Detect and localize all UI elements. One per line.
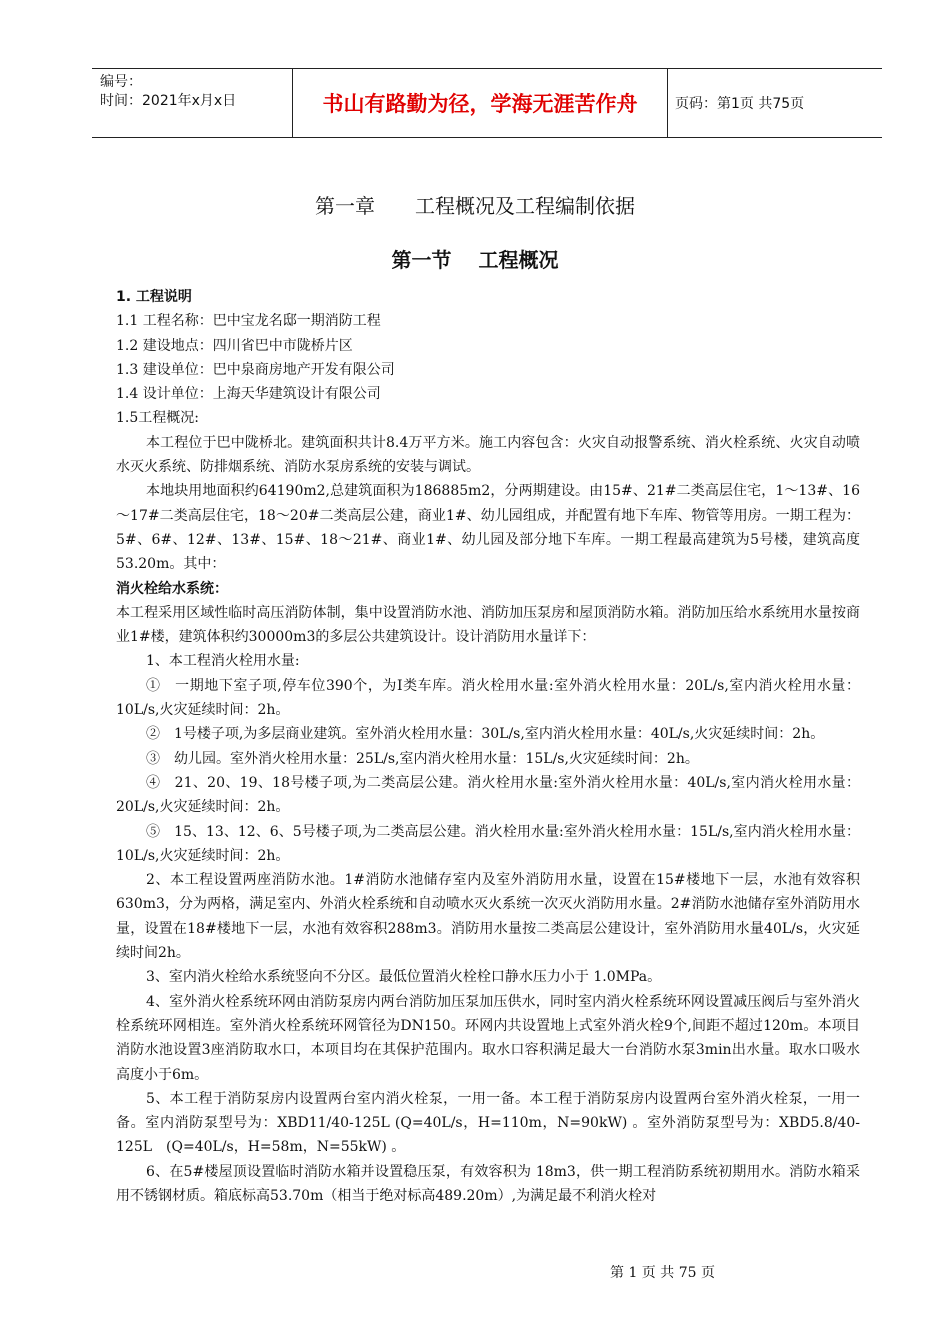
- section-heading: 1. 工程说明: [116, 289, 192, 305]
- section-title: 第一节 工程概况: [391, 248, 559, 272]
- list-item: 5、本工程于消防泵房内设置两台室内消火栓泵，一用一备。本工程于消防泵房内设置两台室外消火栓泵，一用一备。室内消防泵型号为：XBD11/40-125L (Q=40L/s，H=110m，N=90kW) 。室外消防泵型号为：XBD5.8/40-125L (Q=40L/s，H=58m，N=55kW) 。: [116, 1090, 860, 1156]
- sub-list-item: ③ 幼儿园。室外消火栓用水量：25L/s,室内消火栓用水量：15L/s,火灾延续时间：2h。: [146, 750, 699, 767]
- info-line: 1.3 建设单位：巴中泉商房地产开发有限公司: [116, 361, 395, 378]
- time-label: 时间：2021年x月x日: [100, 93, 237, 109]
- list-item: 4、室外消火栓系统环网由消防泵房内两台消防加压泵加压供水，同时室内消火栓系统环网设置减压阀后与室外消火栓系统环网相连。室外消火栓系统环网管径为DN150。环网内共设置地上式室外消火栓9个,间距不超过120m。本项目消防水池设置3座消防取水口，本项目均在其保护范围内。取水口容积满足最大一台消防水泵3min出水量。取水口吸水高度小于6m。: [116, 993, 860, 1083]
- info-line: 1.4 设计单位：上海天华建筑设计有限公司: [116, 386, 381, 403]
- document-body: [116, 285, 860, 1208]
- paragraph: 本工程采用区域性临时高压消防体制，集中设置消防水池、消防加压泵房和屋顶消防水箱。消防加压给水系统用水量按商业1#楼，建筑体积约30000m3的多层公共建筑设计。设计消防用水量详下：: [116, 604, 860, 646]
- subsection-heading: 消火栓给水系统：: [116, 580, 228, 597]
- header-meta: [92, 69, 292, 137]
- chapter-title: 第一章 工程概况及工程编制依据: [315, 194, 635, 218]
- page-header: [92, 68, 882, 138]
- list-item: 6、在5#楼屋顶设置临时消防水箱并设置稳压泵，有效容积为 18m3，供一期工程消防系统初期用水。消防水箱采用不锈钢材质。箱底标高53.70m（相当于绝对标高489.20m）,为满足最不利消火栓对: [116, 1163, 860, 1204]
- sub-list-item: ④ 21、20、19、18号楼子项,为二类高层公建。消火栓用水量:室外消火栓用水量：40L/s,室内消火栓用水量：20L/s,火灾延续时间：2h。: [116, 774, 860, 816]
- sub-list-item: ② 1号楼子项,为多层商业建筑。室外消火栓用水量：30L/s,室内消火栓用水量：40L/s,火灾延续时间：2h。: [146, 726, 825, 743]
- list-item: 1、本工程消火栓用水量:: [146, 653, 300, 670]
- list-item: 2、本工程设置两座消防水池。1#消防水池储存室内及室外消防用水量，设置在15#楼地下一层，水池有效容积630m3，分为两格，满足室内、外消火栓系统和自动喷水灭火系统一次灭火消防用水量。2#消防水池储存室外消防用水量，设置在18#楼地下一层，水池有效容积288m3。消防用水量按二类高层公建设计，室外消防用水量40L/s，火灾延续时间2h。: [116, 872, 860, 962]
- paragraph: 本地块用地面积约64190m2,总建筑面积为186885m2，分两期建设。由15#、21#二类高层住宅，1～13#、16～17#二类高层住宅，18～20#二类高层公建，商业1#、幼儿园组成，并配置有地下车库、物管等用房。一期工程为：5#、6#、12#、13#、15#、18～21#、商业1#、幼儿园及部分地下车库。一期工程最高建筑为5号楼，建筑高度53.20m。其中：: [116, 483, 860, 573]
- sub-list-item: ⑤ 15、13、12、6、5号楼子项,为二类高层公建。消火栓用水量:室外消火栓用水量：15L/s,室内消火栓用水量：10L/s,火灾延续时间：2h。: [116, 823, 860, 864]
- list-item: 3、室内消火栓给水系统竖向不分区。最低位置消火栓栓口静水压力小于 1.0MPa。: [146, 969, 662, 986]
- info-line: 1.2 建设地点：四川省巴中市陇桥片区: [116, 337, 353, 354]
- serial-label: 编号：: [100, 74, 142, 90]
- header-page-info: 页码：第1页 共75页: [675, 96, 805, 112]
- info-line: 1.5工程概况:: [116, 410, 199, 427]
- info-line: 1.1 工程名称：巴中宝龙名邸一期消防工程: [116, 313, 381, 330]
- sub-list-item: ① 一期地下室子项,停车位390个，为Ⅰ类车库。消火栓用水量:室外消火栓用水量：20L/s,室内消火栓用水量：10L/s,火灾延续时间：2h。: [116, 677, 860, 719]
- header-motto: 书山有路勤为径，学海无涯苦作舟: [292, 69, 668, 137]
- paragraph: 本工程位于巴中陇桥北。建筑面积共计8.4万平方米。施工内容包含：火灾自动报警系统、消火栓系统、火灾自动喷水灭火系统、防排烟系统、消防水泵房系统的安装与调试。: [116, 434, 860, 476]
- page-footer: 第 1 页 共 75 页: [610, 1265, 715, 1281]
